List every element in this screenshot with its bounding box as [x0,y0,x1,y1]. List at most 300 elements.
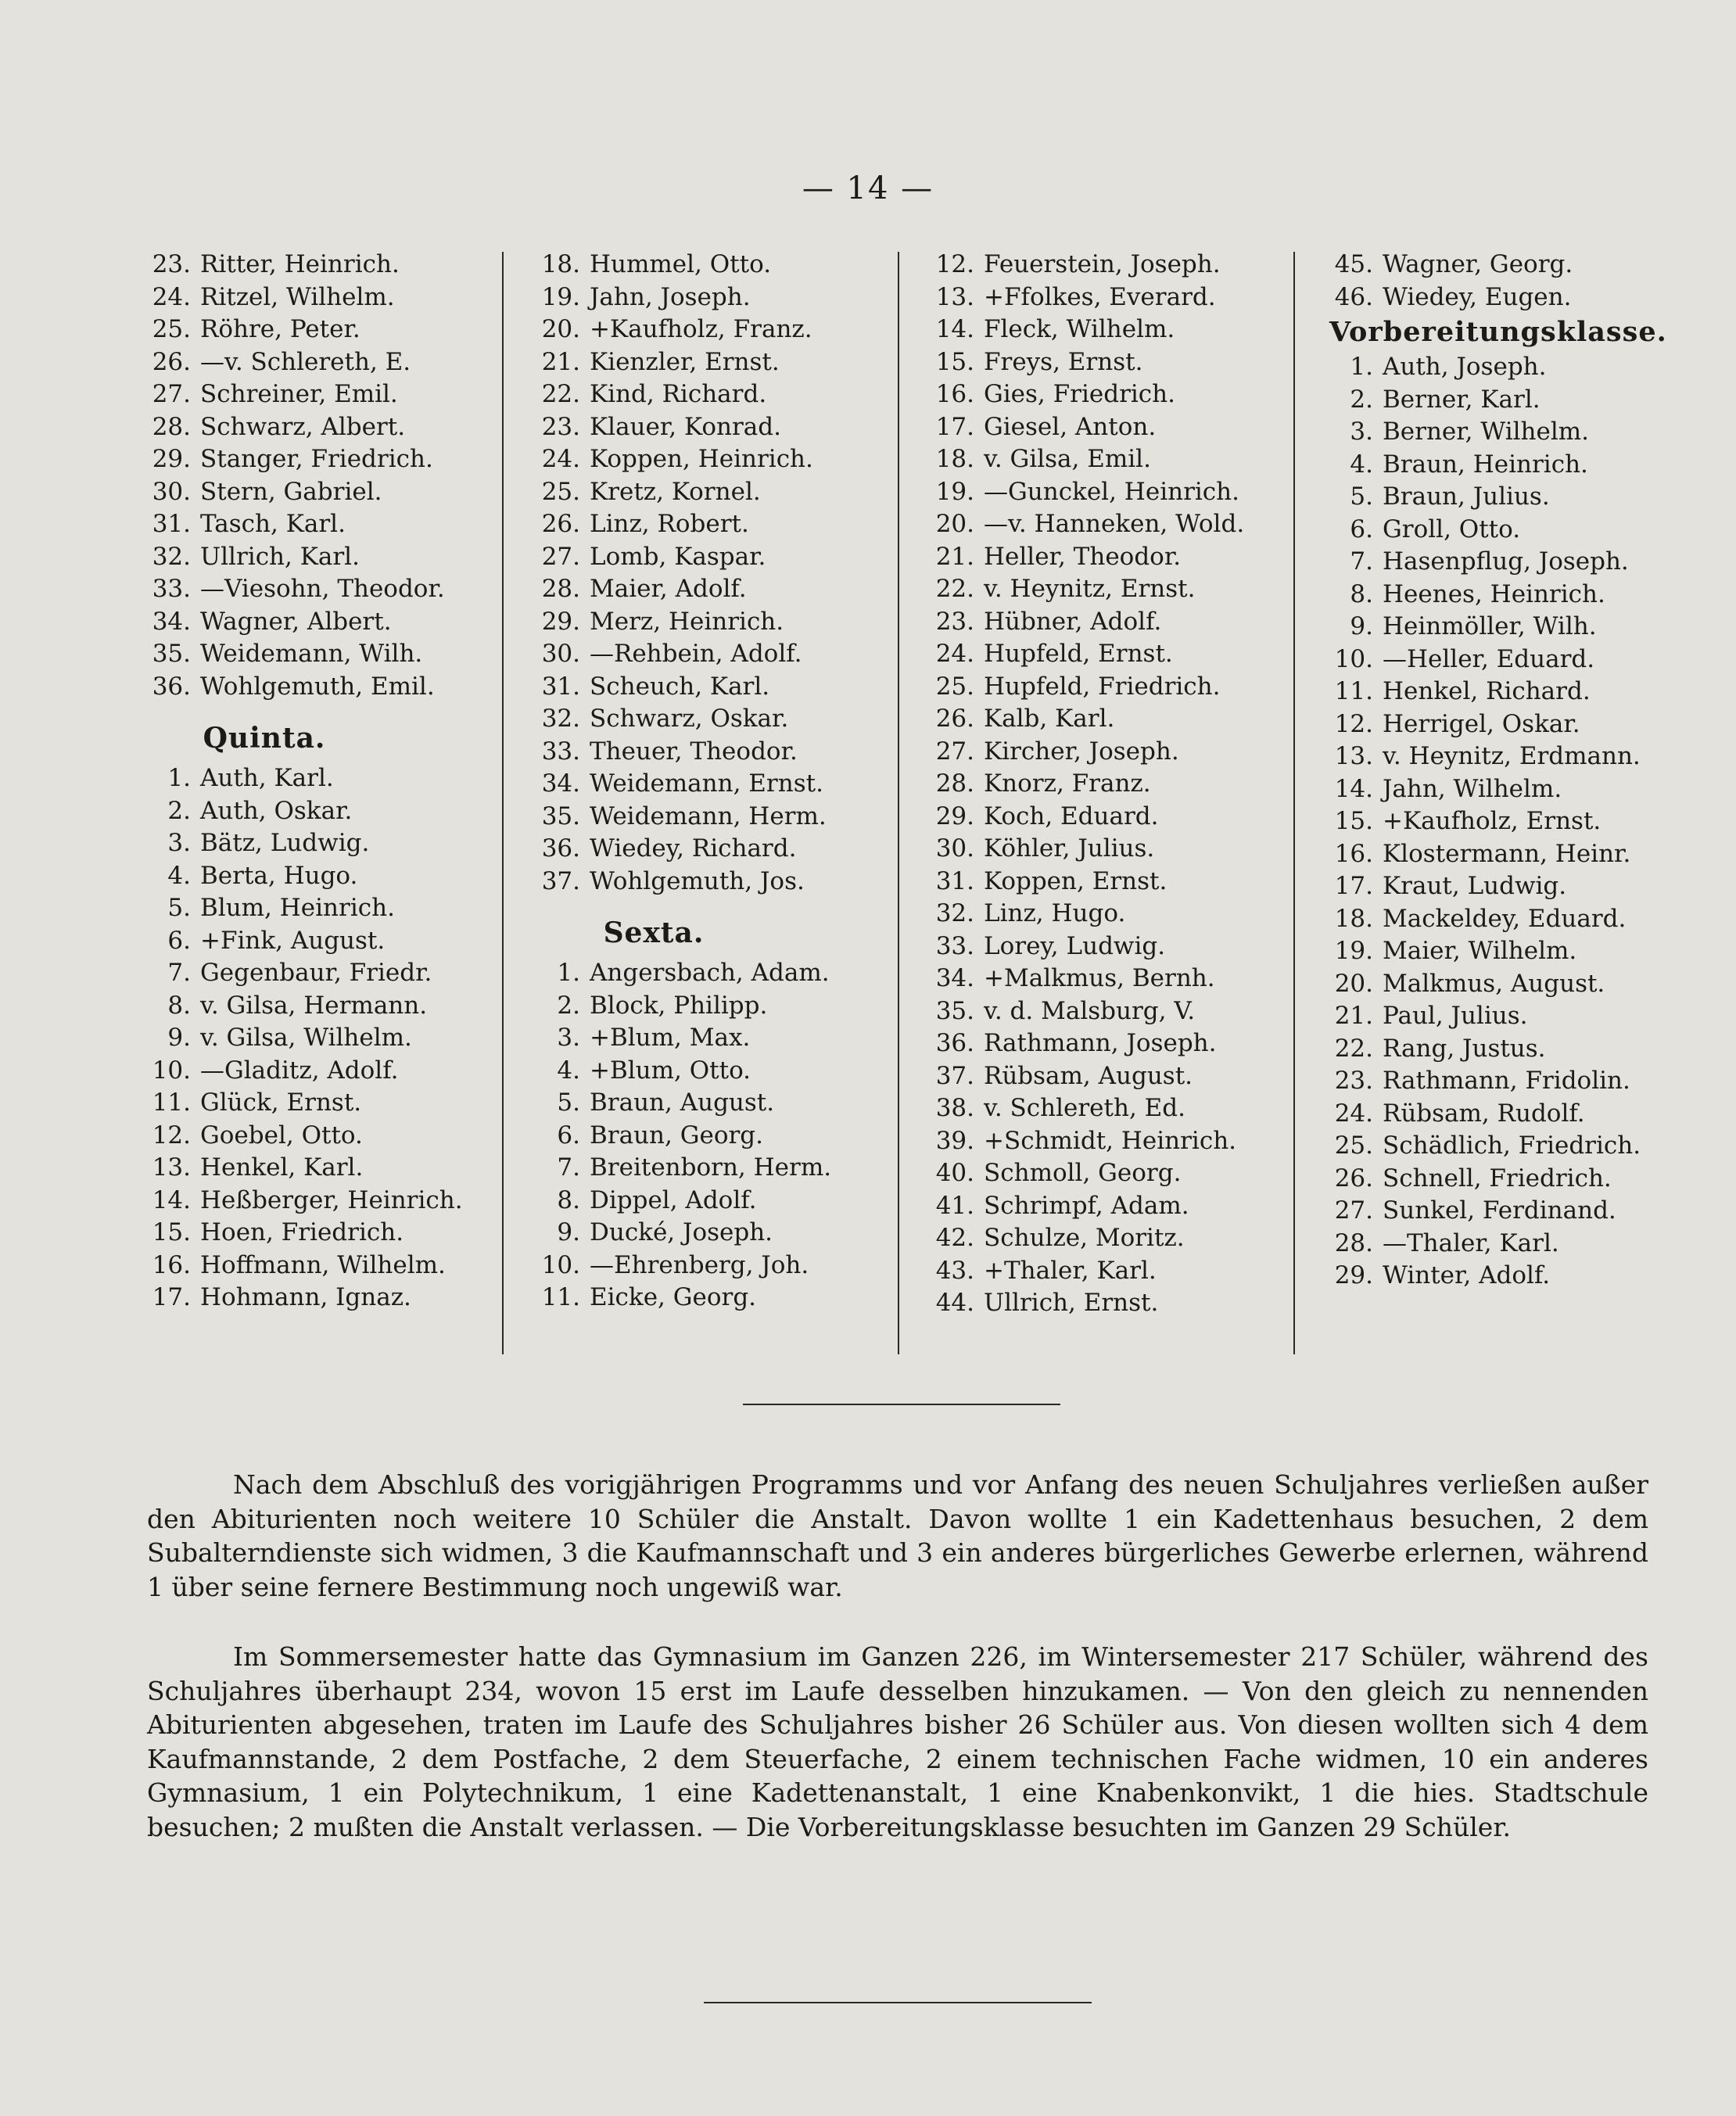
student-entry [931,282,1244,314]
entry-number: 27. [541,542,580,571]
student-name: Wohlgemuth, Emil. [200,672,435,701]
student-name: Hupfeld, Ernst. [984,640,1173,668]
student-name: Herrigel, Oskar. [1383,709,1580,738]
student-name: —Rehbein, Adolf. [590,640,802,668]
student-name: Wohlgemuth, Jos. [590,866,805,895]
student-entry [147,1217,463,1250]
entry-number: 32. [541,705,580,733]
entry-number: 15. [1334,807,1373,835]
entry-number: 17. [935,412,974,441]
entry-number: 5. [557,1088,580,1117]
entry-number: 7. [557,1153,580,1182]
entry-number: 28. [541,575,580,603]
entry-number: 25. [541,477,580,506]
student-name: Giesel, Anton. [984,412,1157,441]
entry-number: 10. [152,1056,191,1085]
entry-number: 37. [935,1061,974,1090]
entry-number: 17. [1334,872,1373,900]
student-name: Schreiner, Emil. [200,380,398,408]
student-entry [147,1185,463,1218]
student-entry [931,1222,1244,1255]
student-name: Schädlich, Friedrich. [1383,1132,1641,1160]
entry-number: 24. [935,640,974,668]
student-name: Hübner, Adolf. [984,607,1162,636]
student-name: Block, Philipp. [590,991,768,1020]
student-entry [931,995,1244,1028]
student-entry [536,443,831,476]
student-name: v. Heynitz, Erdmann. [1383,742,1641,770]
student-entry [536,990,831,1023]
student-name: Koppen, Heinrich. [590,445,813,473]
student-entry [536,1087,831,1120]
student-name: Braun, Heinrich. [1383,450,1588,479]
student-name: Koch, Eduard. [984,802,1159,830]
student-name: Ullrich, Ernst. [984,1289,1159,1317]
student-entry [1329,773,1641,806]
entry-number: 39. [935,1126,974,1155]
student-entry [147,957,463,990]
entry-number: 4. [1350,450,1373,479]
entry-number: 17. [152,1283,191,1311]
end-rule [704,2002,1092,2003]
student-entry [1329,903,1641,936]
student-name: —Heller, Eduard. [1383,644,1595,673]
entry-number: 33. [935,931,974,960]
entry-number: 9. [167,1024,191,1052]
entry-number: 14. [152,1185,191,1214]
student-entry [536,541,831,574]
student-entry [147,606,463,639]
entry-number: 21. [935,542,974,571]
student-entry [931,1060,1244,1093]
entry-number: 25. [935,672,974,701]
student-entry [536,957,831,990]
entry-number: 35. [541,802,580,830]
student-entry [931,346,1244,379]
student-entry [1329,546,1641,579]
roster-column-1 [147,249,463,1314]
student-name: —v. Hanneken, Wold. [984,510,1245,538]
student-name: Scheuch, Karl. [590,672,770,701]
student-name: +Kaufholz, Ernst. [1383,807,1601,835]
class-heading: Quinta. [203,722,326,755]
student-name: —Gunckel, Heinrich. [984,477,1239,506]
student-name: Hohmann, Ignaz. [200,1283,411,1311]
student-name: v. Gilsa, Hermann. [200,991,428,1020]
student-entry [931,1255,1244,1288]
student-name: —Viesohn, Theodor. [200,575,445,603]
student-name: +Schmidt, Heinrich. [984,1126,1237,1155]
student-name: Stern, Gabriel. [200,477,382,506]
student-entry [536,801,831,834]
student-entry [147,1250,463,1282]
student-entry [147,314,463,346]
student-entry [147,1120,463,1153]
student-name: Rübsam, August. [984,1061,1193,1090]
student-entry [147,1022,463,1055]
entry-number: 9. [557,1218,580,1246]
entry-number: 29. [152,445,191,473]
student-entry [931,1092,1244,1125]
student-name: —Ehrenberg, Joh. [590,1250,809,1279]
student-entry [1329,249,1641,282]
student-name: Schrimpf, Adam. [984,1191,1189,1220]
student-name: Linz, Hugo. [984,899,1126,927]
student-entry [1329,1260,1641,1293]
student-name: Kalb, Karl. [984,705,1115,733]
student-entry [1329,838,1641,871]
paragraph-enrollment: Im Sommersemester hatte das Gymnasium im Ganzen 226, im Wintersemester 217 Schüler, während des Schuljahres überhaupt 234, wovon 15 erst im Laufe desselben hinzukamen. — Von den gleich zu nennenden Abiturienten abgesehen, traten im Laufe des Schuljahres bisher 26 Schüler aus. Von diesen wollten sich 4 dem Kaufmannstande, 2 dem Postfache, 2 dem Steuerfache, 2 einem technischen Fache widmen, 10 ein anderes Gymnasium, 1 ein Polytechnikum, 1 eine Kadettenanstalt, 1 eine Knabenkonvikt, 1 die hies. Stadtschule besuchen; 2 mußten die Anstalt verlassen. — Die Vorbereitungsklasse besuchten im Ganzen 29 Schüler. [147,1641,1648,1842]
student-name: Blum, Heinrich. [200,894,395,922]
student-name: Wagner, Albert. [200,607,392,636]
entry-number: 38. [935,1094,974,1122]
student-name: Schwarz, Oskar. [590,705,789,733]
student-entry [536,508,831,541]
student-name: Klostermann, Heinr. [1383,839,1631,868]
student-name: +Blum, Max. [590,1024,751,1052]
student-name: Kretz, Kornel. [590,477,761,506]
student-name: Braun, Julius. [1383,482,1550,511]
student-entry [1329,1195,1641,1228]
student-entry [147,990,463,1023]
student-entry [147,1152,463,1185]
entry-number: 14. [1334,774,1373,803]
student-entry [1329,741,1641,773]
entry-number: 36. [152,672,191,701]
student-name: +Kaufholz, Franz. [590,315,812,343]
student-name: Ducké, Joseph. [590,1218,773,1246]
entry-number: 3. [167,829,191,857]
student-name: Auth, Karl. [200,764,334,792]
student-name: v. Gilsa, Emil. [984,445,1151,473]
entry-number: 22. [1334,1034,1373,1063]
entry-number: 8. [167,991,191,1020]
entry-number: 22. [541,380,580,408]
student-entry [536,1282,831,1314]
student-entry [1329,1065,1641,1098]
student-entry [931,508,1244,541]
student-entry [931,931,1244,963]
student-name: —Thaler, Karl. [1383,1228,1559,1257]
entry-number: 3. [1350,418,1373,446]
student-entry [1329,282,1641,314]
entry-number: 27. [935,737,974,766]
entry-number: 19. [541,282,580,311]
column-divider [898,252,899,1354]
entry-number: 26. [1334,1164,1373,1192]
student-entry [536,573,831,606]
entry-number: 19. [935,477,974,506]
student-entry [536,249,831,282]
student-entry [536,638,831,671]
entry-number: 12. [935,250,974,278]
student-entry [536,282,831,314]
student-name: Breitenborn, Herm. [590,1153,832,1182]
entry-number: 30. [541,640,580,668]
student-name: v. Heynitz, Ernst. [984,575,1196,603]
student-name: Hupfeld, Friedrich. [984,672,1221,701]
entry-number: 5. [167,894,191,922]
student-name: Lorey, Ludwig. [984,931,1166,960]
student-name: Kircher, Joseph. [984,737,1179,766]
student-entry [147,671,463,704]
student-name: Schmoll, Georg. [984,1159,1182,1187]
student-entry [1329,449,1641,482]
entry-number: 13. [152,1153,191,1182]
student-entry [1329,579,1641,611]
student-entry [1329,1033,1641,1066]
student-name: Heßberger, Heinrich. [200,1185,463,1214]
student-name: +Thaler, Karl. [984,1256,1157,1285]
student-name: Jahn, Joseph. [590,282,751,311]
entry-number: 28. [935,769,974,798]
student-name: Braun, August. [590,1088,775,1117]
student-name: Weidemann, Herm. [590,802,827,830]
student-entry [147,860,463,893]
student-name: Weidemann, Wilh. [200,640,423,668]
student-name: Mackeldey, Eduard. [1383,904,1627,933]
student-entry [931,606,1244,639]
student-entry [536,736,831,769]
entry-number: 26. [935,705,974,733]
roster-column-4 [1329,249,1667,1293]
entry-number: 13. [935,282,974,311]
student-name: Linz, Robert. [590,510,749,538]
student-name: Klauer, Konrad. [590,412,781,441]
student-name: +Malkmus, Bernh. [984,964,1215,992]
entry-number: 19. [1334,937,1373,965]
student-name: Maier, Wilhelm. [1383,937,1577,965]
entry-number: 36. [935,1029,974,1057]
student-entry [536,768,831,801]
entry-number: 10. [541,1250,580,1279]
student-name: +Ffolkes, Everard. [984,282,1216,311]
roster-column-2 [536,249,831,1314]
student-entry [536,378,831,411]
student-name: Berner, Karl. [1383,385,1541,414]
student-entry [1329,805,1641,838]
student-entry [1329,1163,1641,1196]
student-entry [147,762,463,795]
entry-number: 2. [167,796,191,825]
student-entry [1329,676,1641,708]
student-entry [931,573,1244,606]
student-name: Dippel, Adolf. [590,1185,757,1214]
entry-number: 24. [541,445,580,473]
student-name: +Fink, August. [200,926,386,955]
student-entry [147,1055,463,1088]
entry-number: 1. [167,764,191,792]
student-name: Gies, Friedrich. [984,380,1175,408]
entry-number: 29. [935,802,974,830]
student-entry [931,638,1244,671]
student-entry [931,1028,1244,1060]
student-entry [536,346,831,379]
student-entry [147,638,463,671]
student-entry [1329,1228,1641,1261]
student-entry [1329,1130,1641,1163]
student-entry [147,411,463,444]
student-name: Auth, Joseph. [1383,353,1547,381]
student-entry [147,346,463,379]
student-entry [1329,870,1641,903]
entry-number: 33. [152,575,191,603]
student-entry [931,1190,1244,1223]
entry-number: 25. [152,315,191,343]
entry-number: 42. [935,1224,974,1252]
entry-number: 21. [541,347,580,376]
entry-number: 18. [1334,904,1373,933]
student-entry [536,671,831,704]
student-name: v. d. Malsburg, V. [984,996,1196,1025]
entry-number: 20. [1334,969,1373,998]
entry-number: 34. [152,607,191,636]
student-name: Tasch, Karl. [200,510,346,538]
student-name: Wagner, Georg. [1383,250,1573,278]
student-entry [147,573,463,606]
entry-number: 1. [557,959,580,987]
student-entry [1329,351,1641,384]
student-name: Fleck, Wilhelm. [984,315,1175,343]
student-entry [536,1120,831,1153]
student-name: Schulze, Moritz. [984,1224,1185,1252]
student-name: v. Gilsa, Wilhelm. [200,1024,412,1052]
page-number: — 14 — [802,170,934,206]
student-name: Winter, Adolf. [1383,1261,1551,1289]
entry-number: 35. [935,996,974,1025]
student-name: Henkel, Karl. [200,1153,364,1182]
entry-number: 32. [935,899,974,927]
student-entry [147,541,463,574]
student-name: —v. Schlereth, E. [200,347,411,376]
entry-number: 12. [1334,709,1373,738]
student-name: Kienzler, Ernst. [590,347,780,376]
student-name: Freys, Ernst. [984,347,1143,376]
student-name: Heinmöller, Wilh. [1383,612,1597,640]
student-name: Glück, Ernst. [200,1088,362,1117]
student-name: Theuer, Theodor. [590,737,798,766]
student-name: Schnell, Friedrich. [1383,1164,1612,1192]
student-name: Henkel, Richard. [1383,677,1591,705]
student-name: Berner, Wilhelm. [1383,418,1589,446]
student-entry [1329,611,1641,644]
entry-number: 14. [935,315,974,343]
student-name: Jahn, Wilhelm. [1383,774,1562,803]
student-entry [1329,481,1641,514]
student-name: Goebel, Otto. [200,1121,363,1149]
student-name: Koppen, Ernst. [984,866,1167,895]
entry-number: 40. [935,1159,974,1187]
student-entry [1329,514,1641,547]
student-name: Bätz, Ludwig. [200,829,370,857]
student-name: Ullrich, Karl. [200,542,360,571]
entry-number: 5. [1350,482,1373,511]
student-name: v. Schlereth, Ed. [984,1094,1185,1122]
entry-number: 23. [935,607,974,636]
entry-number: 33. [541,737,580,766]
student-entry [147,925,463,958]
student-entry [931,476,1244,509]
student-entry [536,866,831,898]
entry-number: 29. [1334,1261,1373,1289]
student-name: Hasenpflug, Joseph. [1383,547,1629,576]
entry-number: 36. [541,834,580,863]
student-name: Hoen, Friedrich. [200,1218,404,1246]
student-name: Merz, Heinrich. [590,607,784,636]
entry-number: 2. [557,991,580,1020]
student-entry [931,443,1244,476]
column-divider [502,252,504,1354]
student-name: Braun, Georg. [590,1121,764,1149]
entry-number: 23. [541,412,580,441]
student-name: Rathmann, Joseph. [984,1029,1217,1057]
student-name: Heenes, Heinrich. [1383,579,1605,608]
entry-number: 25. [1334,1132,1373,1160]
entry-number: 29. [541,607,580,636]
entry-number: 24. [1334,1099,1373,1128]
entry-number: 18. [541,250,580,278]
student-name: Angersbach, Adam. [590,959,830,987]
student-entry [536,411,831,444]
entry-number: 1. [1350,353,1373,381]
entry-number: 11. [152,1088,191,1117]
entry-number: 6. [1350,515,1373,543]
student-name: Stanger, Friedrich. [200,445,433,473]
entry-number: 26. [152,347,191,376]
student-entry [931,833,1244,866]
entry-number: 9. [1350,612,1373,640]
entry-number: 6. [557,1121,580,1149]
student-entry [536,476,831,509]
entry-number: 6. [167,926,191,955]
entry-number: 27. [1334,1196,1373,1225]
class-heading: Vorbereitungsklasse. [1329,316,1667,348]
entry-number: 16. [935,380,974,408]
student-name: Malkmus, August. [1383,969,1605,998]
student-entry [147,827,463,860]
entry-number: 41. [935,1191,974,1220]
student-entry [536,833,831,866]
student-entry [1329,384,1641,417]
entry-number: 20. [935,510,974,538]
student-entry [536,606,831,639]
student-name: Weidemann, Ernst. [590,769,823,798]
student-entry [147,476,463,509]
student-name: Gegenbaur, Friedr. [200,959,432,987]
entry-number: 45. [1334,250,1373,278]
student-entry [147,1087,463,1120]
student-name: Sunkel, Ferdinand. [1383,1196,1616,1225]
student-name: Paul, Julius. [1383,1002,1528,1030]
student-entry [931,1287,1244,1320]
student-name: Wiedey, Eugen. [1383,282,1572,311]
student-entry [931,378,1244,411]
student-entry [147,508,463,541]
student-name: Kraut, Ludwig. [1383,872,1567,900]
entry-number: 3. [557,1024,580,1052]
entry-number: 7. [167,959,191,987]
student-entry [536,1055,831,1088]
student-name: Heller, Theodor. [984,542,1182,571]
student-name: +Blum, Otto. [590,1056,751,1085]
student-entry [536,703,831,736]
student-name: Maier, Adolf. [590,575,747,603]
paragraph-departures: Nach dem Abschluß des vorigjährigen Programms und vor Anfang des neuen Schuljahres verließen außer den Abiturienten noch weitere 10 Schüler die Anstalt. Davon wollte 1 ein Kadettenhaus besuchen, 2 dem Subalterndienste sich widmen, 3 die Kaufmannschaft und 3 ein anderes bürgerliches Gewerbe erlernen, während 1 über seine fernere Bestimmung noch ungewiß war. [147,1469,1648,1602]
entry-number: 8. [557,1185,580,1214]
entry-number: 4. [167,861,191,890]
entry-number: 26. [541,510,580,538]
entry-number: 27. [152,380,191,408]
